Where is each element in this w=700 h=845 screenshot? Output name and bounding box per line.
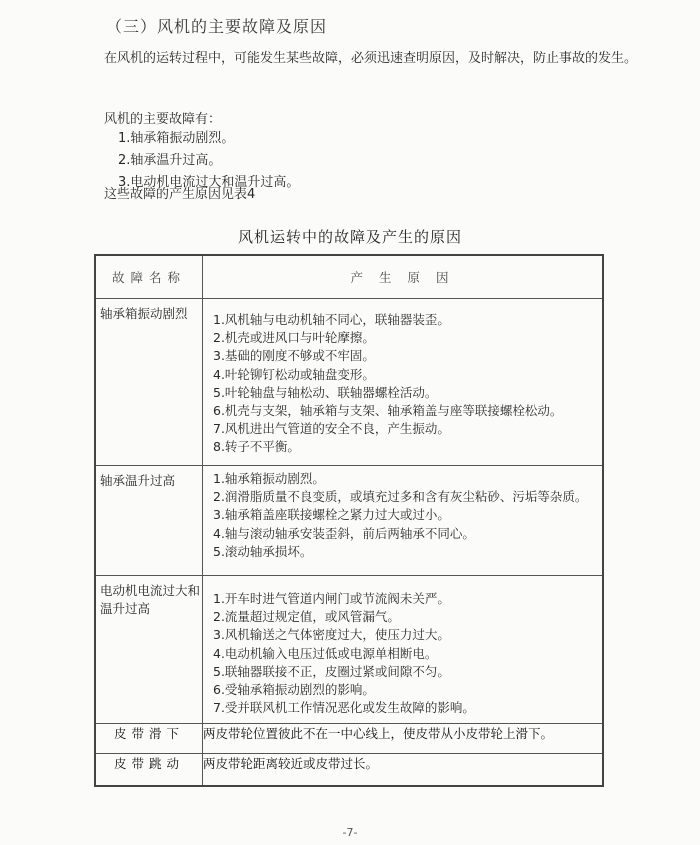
- cause-item: 6.受轴承箱振动剧烈的影响。: [213, 682, 375, 698]
- intro-paragraph-text: 在风机的运转过程中，可能发生某些故障，必须迅速查明原因，及时解决，防止事故的发生。: [104, 51, 638, 66]
- table-row: [95, 576, 603, 724]
- cause-item: 4.叶轮铆钉松动或轴盘变形。: [213, 366, 375, 382]
- cause-item: 4.电动机输入电压过低或电源单相断电。: [213, 645, 438, 661]
- header-fault-name: 故障名称: [95, 255, 203, 299]
- cause-cell: 两皮带轮位置彼此不在一中心线上，使皮带从小皮带轮上滑下。: [203, 724, 604, 754]
- table-row: [95, 754, 603, 786]
- table-row: [95, 466, 603, 576]
- header-cause: 产 生 原 因: [203, 255, 604, 299]
- table-header-row: [95, 255, 603, 299]
- cause-item: 6.机壳与支架，轴承箱与支架、轴承箱盖与座等联接螺栓松动。: [213, 403, 563, 419]
- cause-item: 8.转子不平衡。: [213, 439, 300, 455]
- section-heading: （三）风机的主要故障及原因: [106, 17, 328, 36]
- fault-name: 轴承温升过高: [100, 473, 176, 488]
- fault-name-cell: 皮带跳动: [95, 754, 203, 786]
- faults-list-item: 1.轴承箱振动剧烈。: [118, 131, 235, 146]
- cause-item: 5.联轴器联接不正，皮圈过紧或间隙不匀。: [213, 663, 450, 679]
- cause-item: 2.机壳或进风口与叶轮摩擦。: [213, 330, 375, 346]
- cause-cell: [203, 576, 604, 724]
- cause-list: [203, 299, 602, 463]
- fault-name: 轴承箱振动剧烈: [100, 306, 188, 321]
- cause-item: 3.风机输送之气体密度过大，使压力过大。: [213, 627, 450, 643]
- cause-list: [203, 576, 602, 723]
- cause-cell: 两皮带轮距离较近或皮带过长。: [203, 754, 604, 786]
- faults-list-item: 2.轴承温升过高。: [118, 153, 222, 168]
- cause-item: 1.风机轴与电动机轴不同心，联轴器装歪。: [213, 312, 450, 327]
- table-row: [95, 724, 603, 754]
- cause-item: 7.风机进出气管道的安全不良，产生振动。: [213, 421, 450, 437]
- intro-paragraph: [100, 48, 640, 70]
- cause-item: 7.受并联风机工作情况恶化或发生故障的影响。: [213, 700, 475, 716]
- cause-item: 3.轴承箱盖座联接螺栓之紧力过大或过小。: [213, 507, 450, 523]
- cause-item: 5.叶轮轴盘与轴松动、联轴器螺栓活动。: [213, 384, 438, 400]
- table-row: [95, 299, 603, 466]
- cause-item: 5.滚动轴承损坏。: [213, 543, 313, 559]
- cause-item: 4.轴与滚动轴承安装歪斜，前后两轴承不同心。: [213, 525, 475, 541]
- cause-item: 1.轴承箱振动剧烈。: [213, 471, 325, 486]
- fault-name-cell: 皮带滑下: [95, 724, 203, 754]
- fault-name-cell: [95, 299, 203, 466]
- cause-cell: [203, 299, 604, 466]
- fault-name-cell: [95, 576, 203, 724]
- faults-list-item: 3.电动机电流过大和温升过高。: [118, 175, 300, 190]
- cause-list: [203, 466, 602, 567]
- cause-cell: [203, 466, 604, 576]
- cause-item: 2.流量超过规定值，或风管漏气。: [213, 609, 400, 625]
- cause-item: 1.开车时进气管道内闸门或节流阀未关严。: [213, 591, 450, 606]
- cause-item: 2.润滑脂质量不良变质，或填充过多和含有灰尘粘砂、污垢等杂质。: [213, 489, 588, 505]
- fault-table: [94, 254, 604, 787]
- fault-name-cell: [95, 466, 203, 576]
- page-number: -7-: [342, 826, 358, 839]
- cause-item: 3.基础的刚度不够或不牢固。: [213, 348, 375, 364]
- table-reference-note: 这些故障的产生原因见表4: [104, 187, 256, 202]
- table-title: 风机运转中的故障及产生的原因: [237, 228, 462, 246]
- fault-name: 电动机电流过大和温升过高: [100, 583, 201, 616]
- faults-intro: 风机的主要故障有：: [104, 112, 222, 127]
